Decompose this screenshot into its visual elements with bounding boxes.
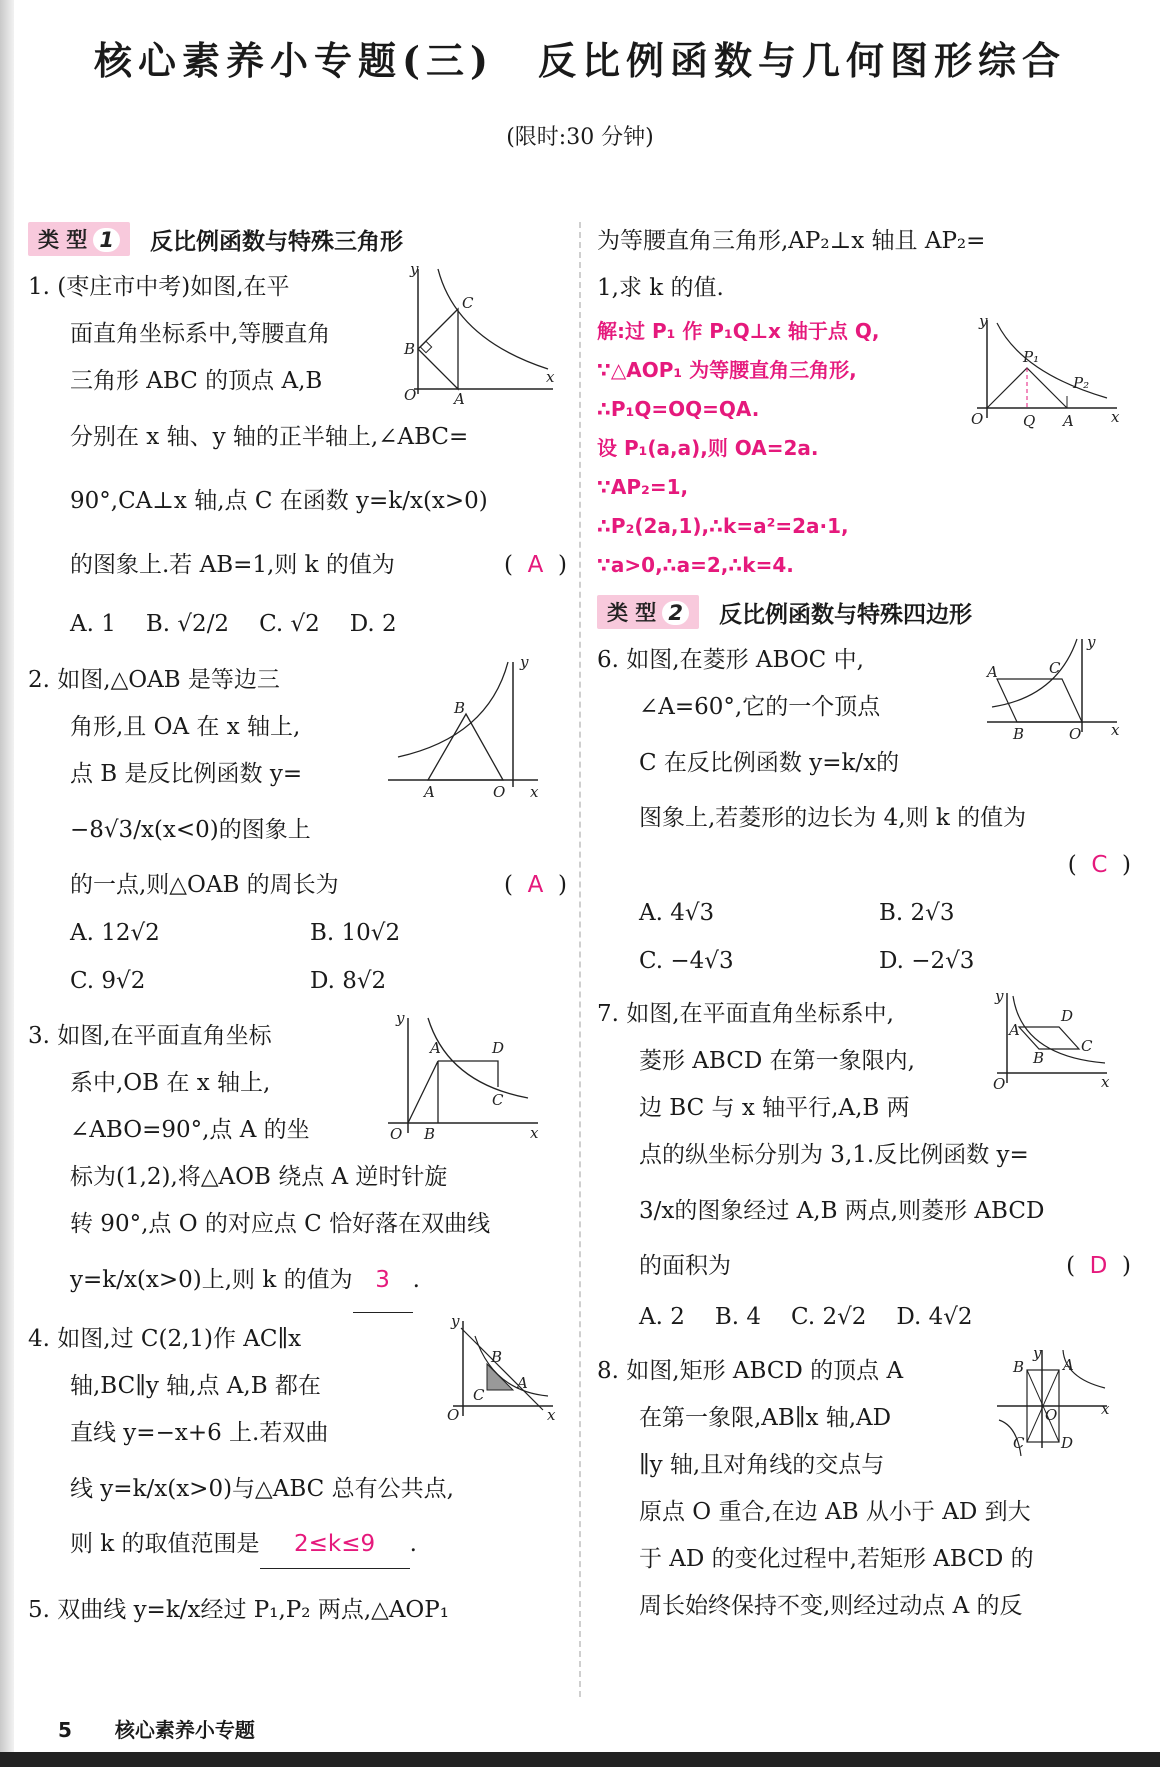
svg-text:A: A: [987, 663, 998, 681]
page-title: 核心素养小专题(三) 反比例函数与几何图形综合: [94, 38, 1066, 83]
svg-text:x: x: [1101, 1073, 1110, 1091]
type-2-header: [597, 591, 1137, 633]
svg-text:O: O: [971, 410, 984, 428]
type-2-title: 反比例函数与特殊四边形: [718, 601, 972, 628]
q6-figure: [987, 633, 1127, 747]
svg-text:y: y: [995, 987, 1004, 1005]
option: A. 4√3: [639, 900, 715, 926]
q3-figure: [388, 1009, 548, 1143]
svg-text:x: x: [547, 1406, 556, 1424]
question-6: y x O A C B 6. 如图,在菱形 ABOC 中, ∠A=60°,它的一个顶点 C 在反比例函数 y=k/x的 图象上,若菱形的边长为 4,则 k 的值为 ( C ) A. 4√3 B. 2√3 C. −4√3 D. −2√3: [597, 637, 1137, 985]
option: D. 4√2: [896, 1303, 973, 1330]
svg-text:P₂: P₂: [1073, 374, 1090, 392]
svg-text:x: x: [530, 783, 539, 801]
q5-solution: 解:过 P₁ 作 P₁Q⊥x 轴于点 Q, ∵△AOP₁ 为等腰直角三角形, ∴P₁Q=OQ=QA. 设 P₁(a,a),则 OA=2a. ∵AP₂=1, ∴P₂(2a,1),∴k=a²=2a·1, ∵a>0,∴a=2,∴k=4.: [597, 319, 880, 577]
svg-text:y: y: [396, 1009, 405, 1027]
q7-options: [597, 1290, 1137, 1344]
question-5-cont: 为等腰直角三角形,AP₂⊥x 轴且 AP₂= 1,求 k 的值. y x O P₁ P₂ Q A 解:过 P₁ 作 P₁Q⊥x 轴于点 Q, ∵△AOP₁ 为等腰直角三角形, ∴P₁Q=OQ=QA. 设 P₁(a,a),则 OA=2a. ∵AP₂=1, ∴P₂(2a,1),∴k=a²=2a·1, ∵a>0,∴a=2,∴k=4.: [597, 218, 1137, 585]
option: C. √2: [259, 610, 320, 637]
option: B. 10√2: [310, 920, 401, 946]
svg-text:B: B: [454, 699, 466, 717]
svg-text:C: C: [492, 1091, 504, 1109]
svg-text:D: D: [492, 1039, 505, 1057]
svg-text:D: D: [1061, 1434, 1074, 1452]
q3-answer-blank: 3: [353, 1248, 413, 1313]
type-2-badge: 类 型 2: [597, 595, 699, 629]
svg-text:y: y: [979, 312, 988, 330]
question-4: y x O B C A 4. 如图,过 C(2,1)作 AC∥x 轴,BC∥y 轴,点 A,B 都在 直线 y=−x+6 上.若双曲 线 y=k/x(x>0)与△ABC 总有公共点, 则 k 的取值范围是 2≤k≤9 .: [28, 1316, 573, 1568]
q7-answer: D: [1089, 1253, 1108, 1279]
svg-text:C: C: [1013, 1434, 1025, 1452]
q6-answer: C: [1091, 852, 1108, 878]
option: C. −4√3: [639, 948, 734, 974]
right-column: [597, 218, 1137, 1630]
svg-text:C: C: [462, 294, 474, 312]
question-3: y x O B A D C 3. 如图,在平面直角坐标 系中,OB 在 x 轴上, ∠ABO=90°,点 A 的坐 标为(1,2),将△AOB 绕点 A 逆时针旋 转 90°,点 O 的对应点 C 恰好落在双曲线 y=k/x(x>0)上,则 k 的值为 3 .: [28, 1013, 573, 1312]
svg-text:x: x: [1111, 721, 1120, 739]
option: A. 2: [639, 1303, 685, 1330]
q4-answer-blank: 2≤k≤9: [260, 1521, 410, 1569]
type-1-title: 反比例函数与特殊三角形: [149, 228, 403, 255]
svg-text:O: O: [404, 386, 417, 404]
q6-options: [597, 889, 1137, 985]
option: A. 12√2: [70, 920, 160, 946]
svg-text:B: B: [404, 340, 416, 358]
option: C. 9√2: [70, 968, 146, 994]
q1-figure: [404, 260, 558, 408]
q2-answer: A: [527, 872, 544, 898]
q4-figure: [447, 1312, 563, 1426]
svg-text:O: O: [447, 1406, 460, 1424]
svg-text:B: B: [424, 1125, 436, 1143]
time-limit: (限时:30 分钟): [506, 125, 654, 150]
q2-options: [28, 909, 573, 1005]
svg-text:y: y: [1087, 633, 1096, 651]
column-divider: [579, 222, 581, 1697]
svg-text:A: A: [1063, 1356, 1074, 1374]
svg-text:A: A: [1009, 1021, 1020, 1039]
svg-text:x: x: [1101, 1400, 1110, 1418]
q8-figure: [997, 1344, 1117, 1458]
svg-text:x: x: [546, 368, 555, 386]
svg-text:B: B: [491, 1348, 503, 1366]
svg-text:y: y: [451, 1312, 460, 1330]
q7-figure: [993, 987, 1117, 1093]
type-1-header: [28, 218, 573, 260]
svg-text:A: A: [424, 783, 435, 801]
page-edge-shadow: [0, 0, 14, 1767]
left-column: [28, 218, 573, 1642]
q2-figure: [388, 653, 548, 801]
option: D. −2√3: [879, 948, 975, 974]
svg-text:O: O: [493, 783, 506, 801]
svg-text:C: C: [473, 1386, 485, 1404]
type-1-badge: 类 型 1: [28, 222, 130, 256]
svg-text:D: D: [1061, 1007, 1074, 1025]
q1-options: [28, 597, 573, 651]
option: D. 8√2: [310, 968, 387, 994]
option: A. 1: [70, 610, 116, 637]
svg-text:O: O: [1069, 725, 1082, 743]
svg-text:x: x: [530, 1124, 539, 1142]
svg-text:B: B: [1013, 725, 1025, 743]
question-2: y x O B A 2. 如图,△OAB 是等边三 角形,且 OA 在 x 轴上, 点 B 是反比例函数 y= −8√3/x(x<0)的图象上 的一点,则△OAB 的周长为 ( A ) A. 12√2 B. 10√2 C. 9√2 D. 8√2: [28, 657, 573, 1005]
svg-text:C: C: [1049, 659, 1061, 677]
svg-text:O: O: [390, 1125, 403, 1143]
svg-text:y: y: [1033, 1344, 1042, 1362]
svg-text:O: O: [1045, 1406, 1058, 1424]
svg-text:x: x: [1111, 408, 1120, 426]
svg-text:y: y: [410, 260, 419, 278]
svg-text:O: O: [993, 1075, 1006, 1093]
option: B. √2/2: [145, 610, 230, 637]
svg-text:A: A: [430, 1039, 441, 1057]
svg-text:B: B: [1033, 1049, 1045, 1067]
option: D. 2: [349, 610, 397, 637]
svg-text:A: A: [454, 390, 465, 408]
question-1: y x O B A C 1. (枣庄市中考)如图,在平 面直角坐标系中,等腰直角 三角形 ABC 的顶点 A,B 分别在 x 轴、y 轴的正半轴上,∠ABC= 90°,CA⊥x 轴,点 C 在函数 y=k/x(x>0) 的图象上.若 AB=1,则 k 的值为 ( A ) A. 1 B. √2/2 C. √2 D. 2: [28, 264, 573, 651]
question-8: y x O B A C D 8. 如图,矩形 ABCD 的顶点 A 在第一象限,AB∥x 轴,AD ∥y 轴,且对角线的交点与 原点 O 重合,在边 AB 从小于 AD 到大 于 AD 的变化过程中,若矩形 ABCD 的 周长始终保持不变,则经过动点 A 的反: [597, 1348, 1137, 1630]
svg-text:A: A: [517, 1374, 528, 1392]
svg-text:C: C: [1081, 1037, 1093, 1055]
page-footer: [58, 1714, 291, 1743]
option: C. 2√2: [791, 1303, 867, 1330]
page-number: 5: [58, 1718, 72, 1742]
q1-answer: A: [527, 552, 544, 578]
bottom-bar: [0, 1752, 1160, 1767]
question-5-start: 5. 双曲线 y=k/x经过 P₁,P₂ 两点,△AOP₁: [28, 1597, 449, 1623]
svg-text:A: A: [1063, 412, 1074, 430]
question-7: y x O A D C B 7. 如图,在平面直角坐标系中, 菱形 ABCD 在第一象限内, 边 BC 与 x 轴平行,A,B 两 点的纵坐标分别为 3,1.反比例函数 y= 3/x的图象经过 A,B 两点,则菱形 ABCD 的面积为 ( D ) A. 2 B. 4 C. 2√2 D. 4√2: [597, 991, 1137, 1344]
svg-text:y: y: [520, 653, 529, 671]
footer-label: 核心素养小专题: [114, 1718, 255, 1742]
option: B. 2√3: [879, 900, 955, 926]
svg-text:B: B: [1013, 1358, 1025, 1376]
svg-text:P₁: P₁: [1023, 348, 1040, 366]
option: B. 4: [714, 1303, 762, 1330]
svg-text:Q: Q: [1023, 412, 1036, 430]
q5-figure: [971, 312, 1127, 430]
